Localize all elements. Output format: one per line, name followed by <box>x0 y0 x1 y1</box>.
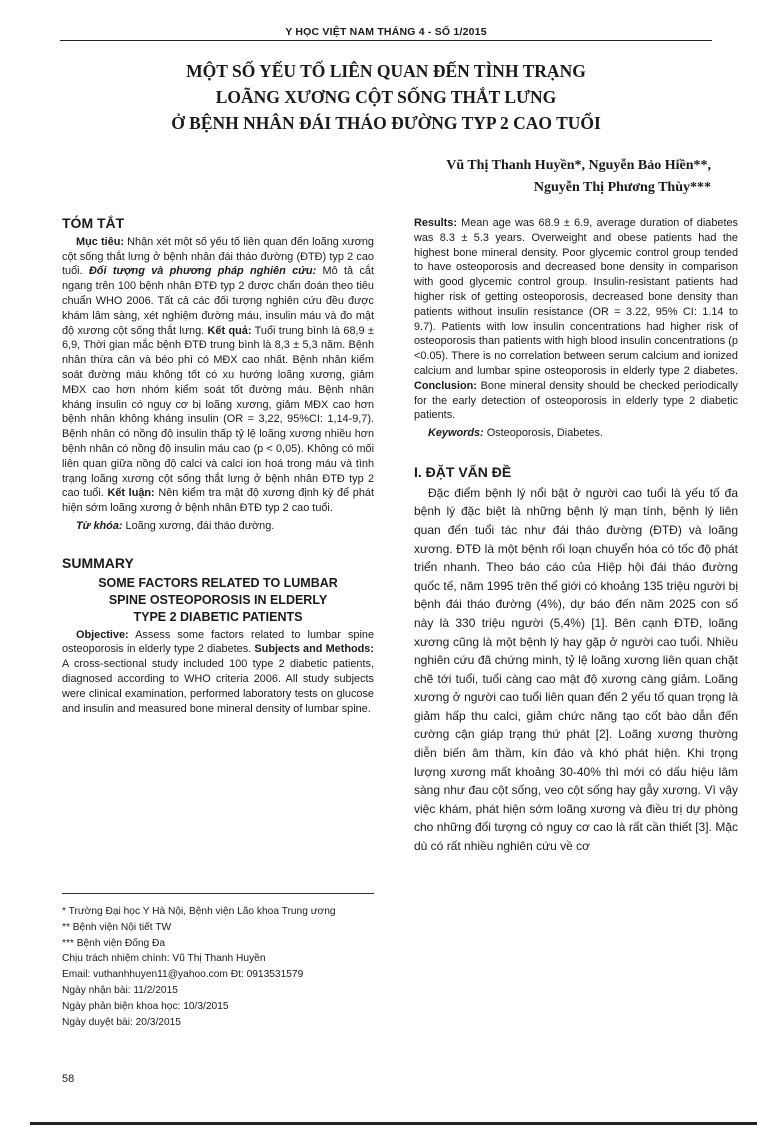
keywords-label-vi: Từ khóa: <box>76 519 123 532</box>
section-1-heading: I. ĐẶT VẤN ĐỀ <box>414 463 512 480</box>
keywords-text-en: Osteoporosis, Diabetes. <box>483 427 603 440</box>
summary-heading: SUMMARY <box>62 554 134 571</box>
right-column <box>414 216 738 856</box>
conclusion-text-vi: Nên kiểm tra mật độ xương định kỳ để phát hiện sớm loãng xương ở bệnh nhân ĐTĐ typ 2 cao tuổi. <box>62 487 375 515</box>
affiliation-1: * Trường Đại học Y Hà Nội, Bệnh viện Lão khoa Trung ương <box>62 906 336 917</box>
keywords-en <box>414 426 738 441</box>
title-line-3: Ở BỆNH NHÂN ĐÁI THÁO ĐƯỜNG TYP 2 CAO TUỔI <box>171 113 601 133</box>
journal-header: Y HỌC VIỆT NAM THÁNG 4 - SỐ 1/2015 <box>285 26 487 38</box>
date-reviewed: Ngày phản biện khoa học: 10/3/2015 <box>62 1000 229 1012</box>
header-rule <box>60 40 712 41</box>
results-label-vi: Kết quả: <box>207 324 252 337</box>
bottom-rule <box>30 1122 757 1125</box>
results-text-en: Mean age was 68.9 ± 6.9, average duration of diabetes was 8.3 ± 5.3 years. Overweight and obese patients had the highest bone mineral density. Poor glycemic control group tended to have osteoporosis and decreased bone density in comparison with good glycemic control group. Insulin-resistant patients had higher risk of getting osteoporosis, decreased bone density than patients without insulin resistance (OR = 3.22, 95% CI: 1.14 to 9.7). Patients with low insulin concentrations had higher risk of osteoporosis than patients with high blood insulin concentrations (p <0.05). There is no correlation between serum calcium and ionized calcium and lumbar spine osteoporosis in elderly type 2 diabetes. <box>414 217 738 377</box>
methods-text-vi: Mô tả cắt ngang trên 100 bệnh nhân ĐTĐ typ 2 được chẩn đoán theo tiêu chuẩn WHO 2006. Tất cả các đối tượng nghiên cứu đều được khám lâm sàng, xét nghiệm đường máu, insulin máu và đo mật độ xương cột sống thắt lưng. <box>62 265 374 337</box>
affiliation-3: *** Bệnh viện Đống Đa <box>62 937 166 949</box>
summary-body-part1 <box>62 628 374 717</box>
footnotes <box>62 893 374 1030</box>
results-label-en: Results: <box>414 217 457 229</box>
author-list <box>446 155 711 199</box>
summary-title <box>62 575 374 626</box>
keywords-vi <box>62 519 374 534</box>
summary-title-line-2: SPINE OSTEOPOROSIS IN ELDERLY <box>108 592 328 607</box>
keywords-text-vi: Loãng xương, đái tháo đường. <box>122 519 275 532</box>
results-text-vi: Tuổi trung bình là 68,9 ± 6,9, Thời gian mắc bệnh ĐTĐ trung bình là 8,3 ± 5,3 năm. Bệnh nhân thừa cân và béo phì có MĐX cao nhất. Bệnh nhân kiểm soát đường máu không tốt có xu hướng loãng xương, giảm MĐX cao hơn nhóm kiểm soát tốt đường máu. Bệnh nhân kháng insulin có nguy cơ bị loãng xương, giảm MĐX cao hơn bệnh nhân không kháng insulin (OR = 3,22, 95%CI: 1,14-9,7). Bệnh nhân có nồng độ insulin thấp tỷ lệ loãng xương nhiều hơn bệnh nhân có nồng độ insulin máu cao (p < 0,05). Không có mối liên quan giữa nồng độ calci và calci ion hoá trong máu và tình trạng loãng xương cột sống thắt lưng ở bệnh nhân ĐTĐ typ 2 cao tuổi. <box>62 324 374 500</box>
date-received: Ngày nhận bài: 11/2/2015 <box>62 984 178 996</box>
abstract-vi-heading: TÓM TẮT <box>62 215 125 231</box>
objective-text-vi: Nhận xét một số yếu tố liên quan đến loãng xương cột sống thắt lưng ở bệnh nhân đái tháo đường (ĐTĐ) typ 2 cao tuổi. <box>62 235 374 278</box>
conclusion-label-en: Conclusion: <box>414 379 477 392</box>
affiliation-2: ** Bệnh viện Nội tiết TW <box>62 921 172 933</box>
authors-line-2: Nguyễn Thị Phương Thùy*** <box>533 180 711 195</box>
responsible-author: Chịu trách nhiệm chính: Vũ Thị Thanh Huyền <box>62 953 266 965</box>
authors-line-1: Vũ Thị Thanh Huyền*, Nguyễn Bảo Hiền**, <box>446 158 711 173</box>
page-number: 58 <box>62 1073 75 1085</box>
methods-text-en: A cross-sectional study included 100 type 2 diabetic patients, diagnosed according to WHO criteria 2006. All study subjects were clinical examination, performed laboratory tests on glucose and insulin and measured bone mineral density of lumbar spine. <box>62 658 374 715</box>
methods-label-vi: Đối tượng và phương pháp nghiên cứu: <box>88 265 317 278</box>
methods-label-en: Subjects and Methods: <box>254 643 374 656</box>
section-1-paragraph: Đặc điểm bệnh lý nổi bật ở người cao tuổi là yếu tố đa bệnh lý đặc biệt là những bệnh lý mạn tính, bệnh lý liên quan đến tuổi tác như đái tháo đường (ĐTĐ) và loãng xương. ĐTĐ là một bệnh rối loạn chuyển hóa có tốc độ phát triển nhanh. Theo báo cáo của Hiệp hội đái tháo đường quốc tế, năm 1995 trên thế giới có khoảng 135 triệu người bị bệnh đái tháo đường (4%), dự báo đến năm 2025 con số này là 330 triệu người (5,4%) [1]. Bên cạnh ĐTĐ, loãng xương cũng là một bệnh lý hay gặp ở người cao tuổi. Nhiều nghiên cứu đã chứng minh, tỷ lệ loãng xương liên quan chặt chẽ tới tuổi, tuổi càng cao mật độ xương càng giảm. Loãng xương ở người cao tuổi liên quan đến 2 yếu tố quan trọng là giảm hấp thu calci, giảm chức năng tạo cốt bào dẫn đến cường cận giáp trạng thứ phát [2]. Loãng xương thường diễn biến âm thầm, kín đáo và khó phát hiện. Khi trọng lượng xương mất khoảng 30-40% thì mới có dấu hiệu lâm sàng như đau cột sống, veo cột sống hay gẫy xương. Vì vậy việc khám, phát hiện sớm loãng xương và điều trị dự phòng cho những đối tượng có nguy cơ cao là rất cần thiết [3]. Mặc dù có rất nhiều nghiên cứu về cơ <box>414 485 738 854</box>
objective-label-vi: Mục tiêu: <box>76 235 124 248</box>
summary-body-part2 <box>414 216 738 423</box>
article-title <box>60 58 712 136</box>
abstract-vi-body <box>62 235 374 516</box>
date-accepted: Ngày duyệt bài: 20/3/2015 <box>62 1016 181 1028</box>
keywords-label-en: Keywords: <box>428 427 484 440</box>
objective-label-en: Objective: <box>76 628 129 641</box>
objective-text-en: Assess some factors related to lumbar spine osteoporosis in elderly type 2 diabetes. <box>62 628 374 656</box>
left-column <box>62 216 374 716</box>
contact-email: Email: vuthanhhuyen11@yahoo.com Đt: 0913531579 <box>62 969 304 981</box>
summary-title-line-3: TYPE 2 DIABETIC PATIENTS <box>133 609 303 624</box>
conclusion-text-en: Bone mineral density should be checked periodically for the early detection of osteoporosis in elderly type 2 diabetic patients. <box>414 379 738 422</box>
conclusion-label-vi: Kết luận: <box>107 487 155 500</box>
title-line-1: MỘT SỐ YẾU TỐ LIÊN QUAN ĐẾN TÌNH TRẠNG <box>186 61 586 81</box>
summary-title-line-1: SOME FACTORS RELATED TO LUMBAR <box>98 575 338 590</box>
title-line-2: LOÃNG XƯƠNG CỘT SỐNG THẮT LƯNG <box>215 87 557 107</box>
